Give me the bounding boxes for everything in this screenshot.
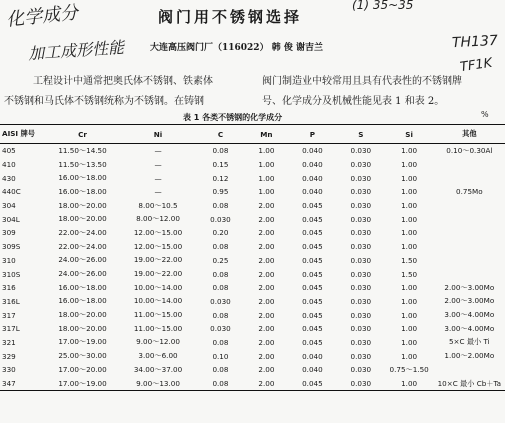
cell-other: 2.00～3.00Mo — [444, 296, 495, 306]
handwritten-note-corner: (1) 35~35 — [352, 0, 414, 12]
cell-other: 5×C 最小 Ti — [448, 337, 490, 347]
table-row — [0, 240, 505, 254]
cell-ni: — — [154, 160, 162, 170]
cell-s: 0.030 — [350, 201, 372, 211]
cell-si: 1.00 — [401, 201, 418, 211]
table-row — [0, 185, 505, 199]
cell-p: 0.040 — [302, 351, 323, 361]
cell-mn: 2.00 — [258, 324, 275, 334]
cell-c: 0.08 — [212, 201, 229, 211]
cell-grade: 329 — [2, 351, 16, 361]
cell-mn: 2.00 — [258, 269, 275, 279]
cell-c: 0.12 — [212, 173, 229, 183]
cell-c: 0.08 — [212, 337, 229, 347]
cell-s: 0.030 — [350, 242, 372, 252]
cell-other — [434, 254, 505, 268]
cell-cr: 16.00～18.00 — [58, 296, 107, 306]
cell-p: 0.045 — [302, 214, 323, 224]
handwritten-note-left-mid: 加工成形性能 — [27, 37, 125, 64]
cell-si: 1.00 — [401, 283, 418, 293]
handwritten-note-top-left: 化学成分 — [5, 2, 80, 31]
cell-s: 0.030 — [350, 365, 372, 375]
cell-mn: 1.00 — [258, 173, 275, 183]
cell-si: 1.00 — [401, 242, 418, 252]
cell-si: 1.00 — [401, 173, 418, 183]
cell-s: 0.030 — [350, 160, 372, 170]
intro-line2-left: 不锈钢和马氏体不锈钢统称为不锈钢。在铸钢 — [4, 96, 204, 107]
handwritten-note-top-right: TH137 — [451, 32, 499, 52]
cell-ni: 8.00～10.5 — [138, 200, 178, 210]
cell-c: 0.10 — [212, 351, 229, 361]
cell-grade: 430 — [2, 173, 16, 183]
table-row — [0, 322, 505, 336]
table-row — [0, 267, 505, 281]
cell-grade: 317L — [2, 324, 20, 334]
cell-mn: 2.00 — [258, 283, 275, 293]
table-body — [0, 144, 505, 391]
table-row — [0, 281, 505, 295]
cell-ni: — — [154, 146, 162, 156]
intro-line2-right: 号、化学成分及机械性能见表 1 和表 2。 — [262, 96, 445, 107]
cell-c: 0.08 — [212, 146, 229, 156]
cell-s: 0.030 — [350, 228, 372, 238]
cell-p: 0.045 — [302, 310, 323, 320]
cell-si: 1.00 — [401, 187, 418, 197]
cell-cr: 18.00～20.00 — [58, 323, 107, 333]
table-row — [0, 363, 505, 377]
cell-p: 0.040 — [302, 160, 323, 170]
chemical-composition-table — [0, 124, 505, 391]
cell-si: 1.50 — [401, 255, 418, 265]
cell-s: 0.030 — [350, 146, 372, 156]
cell-si: 1.50 — [401, 269, 418, 279]
cell-grade: 316L — [2, 296, 20, 306]
cell-c: 0.08 — [212, 365, 229, 375]
cell-cr: 18.00～20.00 — [58, 200, 107, 210]
cell-cr: 17.00～19.00 — [45, 377, 121, 391]
cell-other: 0.75Mo — [456, 187, 483, 197]
cell-ni: 12.00～15.00 — [133, 241, 183, 251]
cell-mn: 2.00 — [258, 337, 275, 347]
cell-grade: 321 — [2, 337, 16, 347]
cell-ni: 10.00～14.00 — [133, 296, 183, 306]
header-mn: Mn — [245, 125, 288, 144]
header-s: S — [337, 125, 385, 144]
cell-cr: 22.00～24.00 — [58, 227, 107, 237]
cell-p: 0.045 — [302, 283, 323, 293]
cell-s: 0.030 — [350, 324, 372, 334]
cell-grade: 310S — [2, 269, 21, 279]
cell-mn: 1.00 — [258, 187, 275, 197]
header-p: P — [288, 125, 337, 144]
table-row — [0, 199, 505, 213]
cell-grade: 410 — [2, 160, 16, 170]
cell-ni: 9.00～12.00 — [136, 337, 180, 347]
header-c: C — [196, 125, 245, 144]
cell-si: 1.00 — [401, 146, 418, 156]
cell-other: 0.10～0.30Al — [446, 145, 493, 155]
cell-si: 1.00 — [401, 337, 418, 347]
cell-c: 0.08 — [212, 283, 229, 293]
cell-mn: 2.00 — [258, 242, 275, 252]
cell-mn: 2.00 — [258, 214, 275, 224]
cell-grade: 304L — [2, 214, 20, 224]
cell-c: 0.030 — [210, 214, 231, 224]
article-title: 阀门用不锈钢选择 — [158, 8, 303, 26]
table-row — [0, 171, 505, 185]
cell-grade: 316 — [2, 283, 16, 293]
cell-mn: 1.00 — [258, 160, 275, 170]
cell-ni: 11.00～15.00 — [133, 323, 183, 333]
cell-cr: 16.00～18.00 — [58, 186, 107, 196]
cell-grade: 309S — [2, 242, 21, 252]
cell-mn: 2.00 — [245, 377, 288, 391]
cell-p: 0.045 — [302, 242, 323, 252]
cell-c: 0.25 — [212, 255, 229, 265]
table-row — [0, 212, 505, 226]
cell-mn: 2.00 — [258, 296, 275, 306]
cell-si: 0.75～1.50 — [389, 364, 429, 374]
cell-cr: 18.00～20.00 — [58, 214, 107, 224]
cell-p: 0.040 — [302, 365, 323, 375]
cell-other — [434, 171, 505, 185]
cell-mn: 2.00 — [258, 365, 275, 375]
cell-cr: 18.00～20.00 — [58, 310, 107, 320]
cell-cr: 24.00～26.00 — [58, 255, 107, 265]
cell-si: 1.00 — [401, 296, 418, 306]
cell-p: 0.045 — [302, 228, 323, 238]
cell-ni: 11.00～15.00 — [133, 310, 183, 320]
cell-s: 0.030 — [350, 283, 372, 293]
cell-grade: 347 — [0, 377, 45, 391]
cell-s: 0.030 — [350, 255, 372, 265]
cell-cr: 16.00～18.00 — [58, 282, 107, 292]
author-affiliation: 大连高压阀门厂（116022） 韩 俊 谢吉兰 — [150, 43, 323, 53]
cell-grade: 310 — [2, 255, 16, 265]
table-row — [0, 158, 505, 172]
cell-c: 0.08 — [196, 377, 245, 391]
cell-s: 0.030 — [350, 269, 372, 279]
cell-other — [434, 240, 505, 254]
table-unit: % — [481, 110, 489, 119]
table-caption: 表 1 各类不锈钢的化学成分 — [183, 113, 283, 122]
cell-si: 1.00 — [401, 310, 418, 320]
cell-mn: 2.00 — [258, 310, 275, 320]
cell-cr: 25.00～30.00 — [58, 351, 107, 361]
table-row — [0, 295, 505, 309]
table-row — [0, 377, 505, 391]
cell-other — [434, 212, 505, 226]
cell-c: 0.08 — [212, 242, 229, 252]
cell-p: 0.040 — [302, 173, 323, 183]
cell-c: 0.030 — [210, 324, 231, 334]
header-si: Si — [385, 125, 434, 144]
cell-other: 2.00～3.00Mo — [444, 282, 495, 292]
table-row — [0, 226, 505, 240]
cell-other: 1.00～2.00Mo — [444, 351, 495, 361]
header-cr: Cr — [45, 125, 121, 144]
cell-p: 0.045 — [302, 337, 323, 347]
table-row — [0, 144, 505, 158]
cell-other — [434, 226, 505, 240]
cell-mn: 2.00 — [258, 201, 275, 211]
cell-s: 0.030 — [350, 173, 372, 183]
cell-cr: 17.00～19.00 — [58, 337, 107, 347]
cell-other: 3.00～4.00Mo — [444, 323, 495, 333]
cell-s: 0.030 — [350, 187, 372, 197]
cell-p: 0.040 — [302, 146, 323, 156]
cell-si: 1.00 — [401, 228, 418, 238]
cell-mn: 1.00 — [258, 146, 275, 156]
cell-cr: 11.50～13.50 — [58, 159, 107, 169]
cell-other — [434, 267, 505, 281]
cell-c: 0.15 — [212, 160, 229, 170]
cell-si: 1.00 — [401, 214, 418, 224]
table-row — [0, 336, 505, 350]
cell-c: 0.95 — [212, 187, 229, 197]
cell-mn: 2.00 — [258, 228, 275, 238]
cell-grade: 330 — [2, 365, 16, 375]
cell-si: 1.00 — [401, 324, 418, 334]
cell-grade: 304 — [2, 201, 16, 211]
cell-ni: 19.00～22.00 — [133, 255, 183, 265]
cell-grade: 309 — [2, 228, 16, 238]
cell-p: 0.045 — [302, 201, 323, 211]
table-row — [0, 308, 505, 322]
cell-grade: 440C — [2, 187, 21, 197]
cell-p: 0.045 — [302, 255, 323, 265]
cell-other: 3.00～4.00Mo — [444, 310, 495, 320]
cell-p: 0.040 — [302, 187, 323, 197]
cell-si: 1.00 — [401, 351, 418, 361]
cell-other — [434, 199, 505, 213]
cell-grade: 405 — [2, 146, 16, 156]
cell-s: 0.030 — [350, 310, 372, 320]
cell-ni: 34.00～37.00 — [133, 364, 183, 374]
cell-si: 1.00 — [385, 377, 434, 391]
intro-line1-left: 工程设计中通常把奥氏体不锈钢、铁素体 — [33, 76, 213, 87]
cell-other: 10×C 最小 Cb＋Ta — [434, 377, 505, 391]
cell-ni: 12.00～15.00 — [133, 227, 183, 237]
cell-ni: 8.00～12.00 — [136, 214, 180, 224]
cell-c: 0.08 — [212, 269, 229, 279]
cell-mn: 2.00 — [258, 255, 275, 265]
cell-mn: 2.00 — [258, 351, 275, 361]
cell-si: 1.00 — [401, 160, 418, 170]
cell-p: 0.045 — [302, 324, 323, 334]
cell-cr: 24.00～26.00 — [58, 269, 107, 279]
cell-c: 0.030 — [210, 296, 231, 306]
cell-other — [434, 363, 505, 377]
cell-cr: 16.00～18.00 — [58, 173, 107, 183]
cell-p: 0.045 — [302, 269, 323, 279]
cell-s: 0.030 — [350, 214, 372, 224]
cell-c: 0.20 — [212, 228, 229, 238]
cell-cr: 22.00～24.00 — [58, 241, 107, 251]
cell-ni: 3.00～6.00 — [138, 351, 178, 361]
table-header-row — [0, 125, 505, 144]
cell-p: 0.045 — [288, 377, 337, 391]
table-row — [0, 349, 505, 363]
cell-ni: — — [154, 173, 162, 183]
cell-ni: 10.00～14.00 — [133, 282, 183, 292]
cell-s: 0.030 — [337, 377, 385, 391]
cell-grade: 317 — [2, 310, 16, 320]
cell-p: 0.045 — [302, 296, 323, 306]
cell-ni: — — [154, 187, 162, 197]
intro-line1-right: 阀门制造业中较常用且具有代表性的不锈钢牌 — [262, 76, 462, 87]
table-row — [0, 254, 505, 268]
cell-s: 0.030 — [350, 351, 372, 361]
cell-ni: 9.00～13.00 — [120, 377, 196, 391]
cell-s: 0.030 — [350, 296, 372, 306]
handwritten-note-right-mid: TF1K — [459, 55, 494, 76]
cell-other — [434, 158, 505, 172]
cell-c: 0.08 — [212, 310, 229, 320]
header-grade: AISI 牌号 — [0, 125, 45, 144]
cell-cr: 17.00～20.00 — [58, 364, 107, 374]
header-other: 其他 — [434, 125, 505, 144]
cell-ni: 19.00～22.00 — [133, 269, 183, 279]
cell-s: 0.030 — [350, 337, 372, 347]
header-ni: Ni — [120, 125, 196, 144]
cell-cr: 11.50～14.50 — [58, 145, 107, 155]
